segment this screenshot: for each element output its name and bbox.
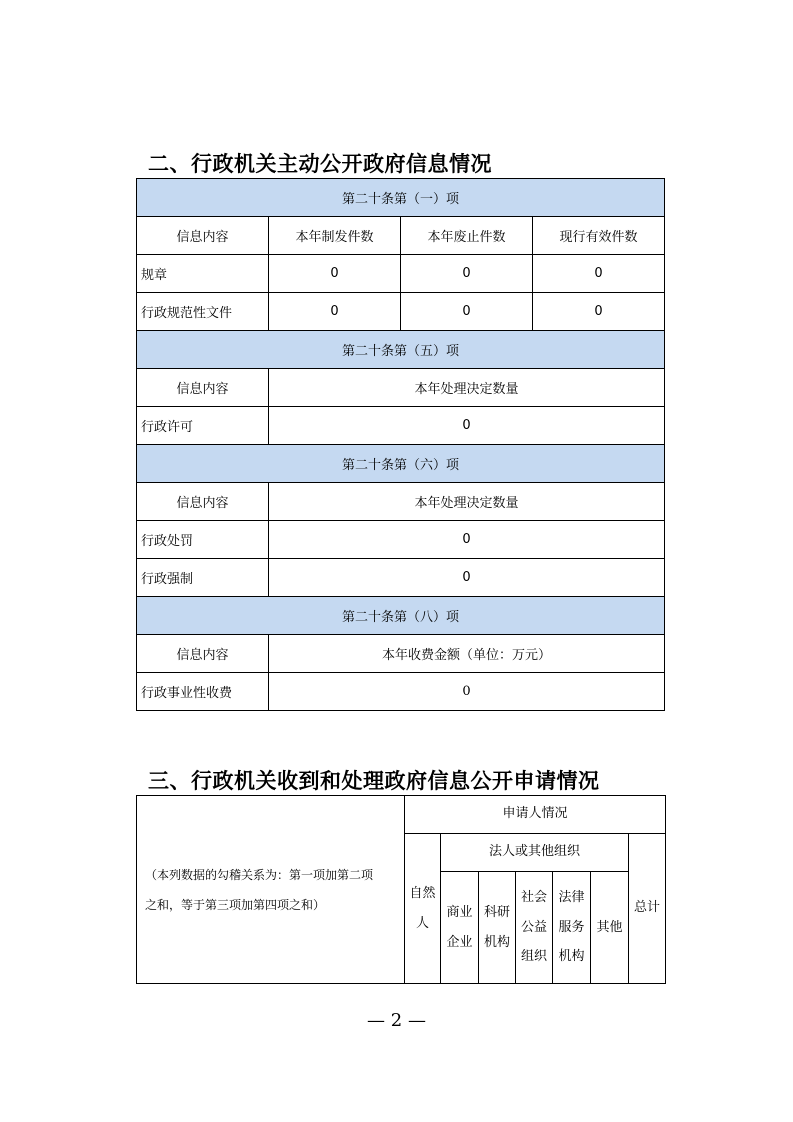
other-header: 其他 [591,872,629,984]
relation-note [137,796,405,984]
proactive-disclosure-table [136,178,665,711]
section3-heading: 三、行政机关收到和处理政府信息公开申请情况 [148,769,600,793]
research-institution-header: 科研 机构 [479,872,516,984]
note-line-1: （本列数据的勾稽关系为：第一项加第二项 [145,867,374,882]
natural-person-line-2: 人 [415,915,429,931]
applicant-header: 申请人情况 [405,796,666,834]
commercial-enterprise-header: 商业 企业 [441,872,479,984]
legal-person-header: 法人或其他组织 [441,834,629,872]
block1-header-repealed: 本年废止件数 [401,217,533,255]
cell-value: 0 [269,407,665,445]
cell-value: 0 [269,255,401,293]
block2-header-count: 本年处理决定数量 [269,369,665,407]
block4-header-content: 信息内容 [137,635,269,673]
table-row [137,407,665,445]
row-label: 行政处罚 [137,521,269,559]
block1-header-issued: 本年制发件数 [269,217,401,255]
row-label: 规章 [137,255,269,293]
row-label: 行政许可 [137,407,269,445]
legal-service-org-header: 法律 服务 机构 [553,872,591,984]
cell-value: 0 [533,255,665,293]
page-number: — 2 — [367,1010,426,1031]
block3-header-content: 信息内容 [137,483,269,521]
cell-value: 0 [401,255,533,293]
cell-value: 0 [269,293,401,331]
natural-person-header [405,834,441,984]
total-header: 总计 [629,834,666,984]
block2-title: 第二十条第（五）项 [137,331,665,369]
block3-header-count: 本年处理决定数量 [269,483,665,521]
block1-header-content: 信息内容 [137,217,269,255]
table-row [137,521,665,559]
note-line-2: 之和，等于第三项加第四项之和） [145,897,326,912]
cell-value: 0 [533,293,665,331]
row-label: 行政强制 [137,559,269,597]
table-row [137,673,665,711]
block4-header-amount: 本年收费金额（单位：万元） [269,635,665,673]
cell-value: 0 [269,673,665,711]
block4-title: 第二十条第（八）项 [137,597,665,635]
public-welfare-org-header: 社会 公益 组织 [516,872,553,984]
application-table [136,795,666,984]
table-row [137,559,665,597]
row-label: 行政事业性收费 [137,673,269,711]
natural-person-line-1: 自然 [409,885,436,901]
block3-title: 第二十条第（六）项 [137,445,665,483]
block1-title: 第二十条第（一）项 [137,179,665,217]
cell-value: 0 [269,559,665,597]
row-label: 行政规范性文件 [137,293,269,331]
block1-header-valid: 现行有效件数 [533,217,665,255]
cell-value: 0 [401,293,533,331]
section2-heading: 二、行政机关主动公开政府信息情况 [148,152,492,176]
table-row [137,255,665,293]
table-row [137,293,665,331]
cell-value: 0 [269,521,665,559]
block2-header-content: 信息内容 [137,369,269,407]
